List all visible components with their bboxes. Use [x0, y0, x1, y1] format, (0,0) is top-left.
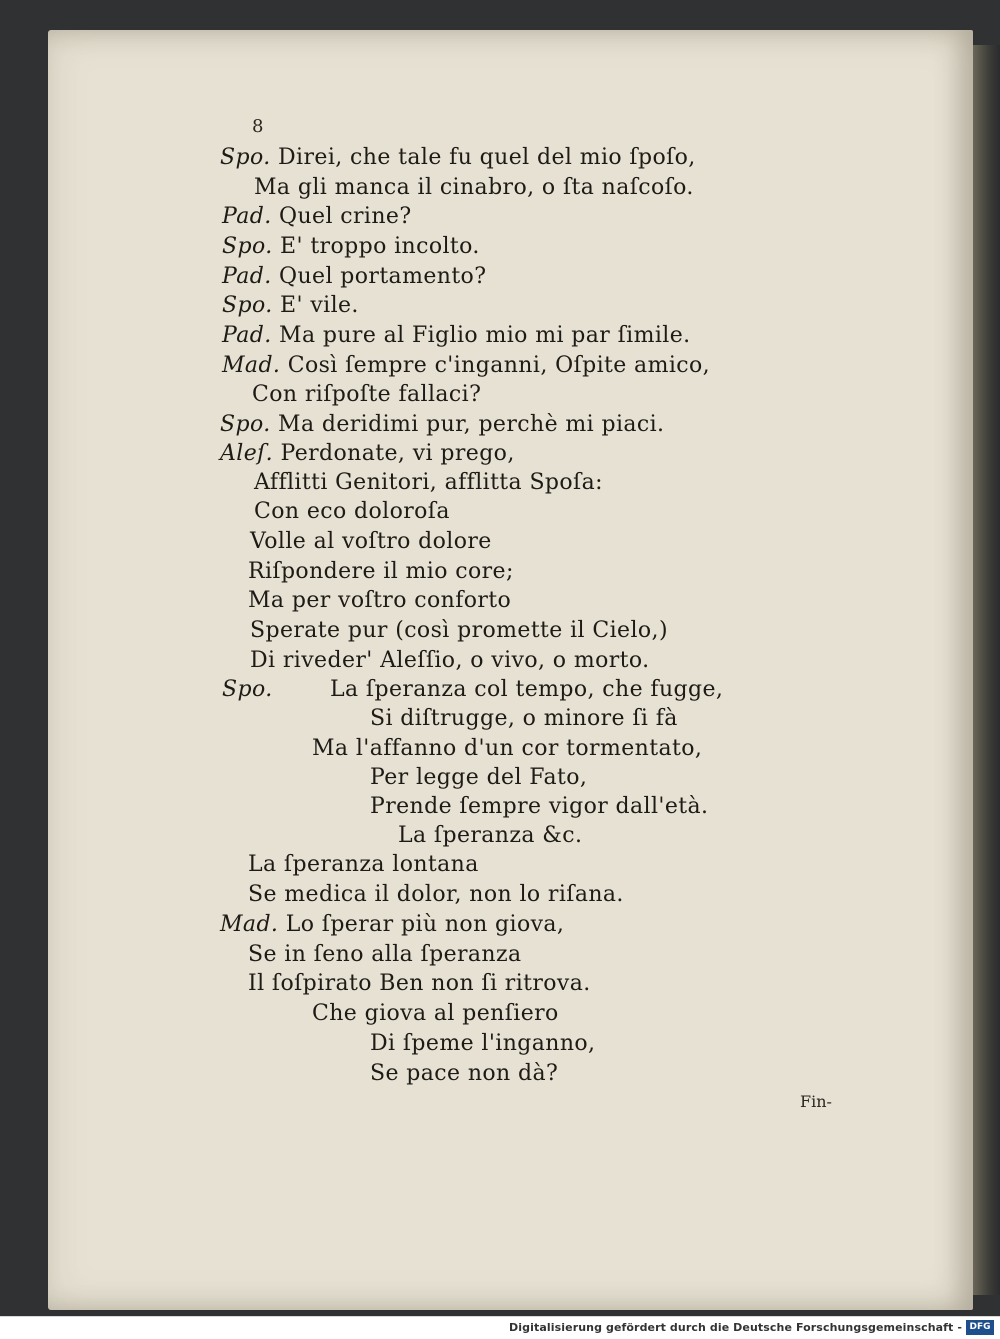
line-text: Quel crine?	[279, 204, 412, 229]
text-line	[250, 618, 668, 644]
text-line	[250, 648, 650, 674]
line-text: La ſperanza col tempo, che fugge,	[330, 677, 724, 702]
line-text: La ſperanza &c.	[398, 823, 583, 848]
text-line	[370, 1031, 595, 1057]
text-line	[312, 736, 702, 762]
line-text: Se in ſeno alla ſperanza	[248, 942, 522, 967]
speaker-label: Pad.	[222, 264, 272, 289]
text-line	[222, 234, 480, 260]
line-text: Ma per voſtro conforto	[248, 588, 512, 613]
footer-text: Digitalisierung gefördert durch die Deutsche Forschungsgemeinschaft -	[509, 1321, 962, 1334]
line-text: Perdonate, vi prego,	[280, 441, 515, 466]
speaker-label: Spo.	[220, 145, 271, 170]
text-line	[220, 412, 664, 438]
text-line	[220, 912, 564, 938]
text-line	[220, 441, 515, 467]
line-text: Sperate pur (così promette il Cielo,)	[250, 618, 668, 643]
text-line	[222, 323, 691, 349]
text-line	[248, 971, 591, 997]
speaker-label: Spo.	[220, 412, 271, 437]
catchword: Fin-	[800, 1092, 832, 1111]
text-line	[248, 882, 624, 908]
text-line	[254, 175, 694, 201]
line-text: Lo ſperar più non giova,	[285, 912, 565, 937]
speaker-label: Pad.	[222, 323, 272, 348]
dfg-logo-icon: DFG	[966, 1320, 994, 1335]
line-text: Così ſempre c'inganni, Oſpite amico,	[287, 353, 711, 378]
text-line	[222, 293, 359, 319]
speaker-label: Mad.	[220, 912, 279, 937]
speaker-label: Aleſ.	[220, 441, 274, 466]
text-line	[222, 204, 412, 230]
text-line	[254, 499, 450, 525]
line-text: Riſpondere il mio core;	[248, 559, 514, 584]
text-line	[312, 1001, 559, 1027]
line-text: Quel portamento?	[279, 264, 487, 289]
speaker-label: Pad.	[222, 204, 272, 229]
line-text: Prende ſempre vigor dall'età.	[370, 794, 709, 819]
page-number: 8	[252, 116, 264, 137]
text-line	[254, 470, 603, 496]
line-text: E' troppo incolto.	[280, 234, 480, 259]
text-line	[252, 382, 481, 408]
line-text: Con riſpoſte fallaci?	[252, 382, 482, 407]
speaker-label: Spo.	[222, 234, 273, 259]
text-line	[370, 706, 678, 732]
line-text: La ſperanza lontana	[248, 852, 479, 877]
text-line	[370, 1061, 558, 1087]
line-text: Afflitti Genitori, afflitta Spoſa:	[254, 470, 603, 495]
text-line	[370, 765, 587, 791]
line-text: Il ſoſpirato Ben non ſi ritrova.	[248, 971, 591, 996]
line-text: Ma deridimi pur, perchè mi piaci.	[278, 412, 665, 437]
line-text: Se pace non dà?	[370, 1061, 559, 1086]
line-text: Ma gli manca il cinabro, o ſta naſcoſo.	[254, 175, 694, 200]
line-text: Direi, che tale fu quel del mio ſpoſo,	[278, 145, 696, 170]
line-text: Per legge del Fato,	[370, 765, 588, 790]
line-text: Ma l'affanno d'un cor tormentato,	[312, 736, 703, 761]
text-line	[222, 677, 723, 703]
text-line	[370, 794, 708, 820]
line-text: Volle al voſtro dolore	[250, 529, 492, 554]
text-line	[250, 529, 492, 555]
text-line	[222, 264, 486, 290]
footer-bar	[0, 1316, 1000, 1339]
text-line	[248, 588, 511, 614]
text-line	[220, 145, 696, 171]
text-line	[248, 559, 514, 585]
line-text: Se medica il dolor, non lo riſana.	[248, 882, 624, 907]
text-line	[222, 353, 710, 379]
text-line	[248, 852, 479, 878]
line-text: Di riveder' Aleſſio, o vivo, o morto.	[250, 648, 650, 673]
line-text: Che giova al penſiero	[312, 1001, 559, 1026]
speaker-label: Spo.	[222, 677, 273, 702]
line-text: E' vile.	[280, 293, 359, 318]
line-text: Si diſtrugge, o minore ſi fà	[370, 706, 678, 731]
text-line	[248, 942, 522, 968]
speaker-label: Spo.	[222, 293, 273, 318]
text-line	[398, 823, 582, 849]
line-text: Ma pure al Figlio mio mi par ſimile.	[279, 323, 691, 348]
line-text: Con eco doloroſa	[254, 499, 450, 524]
line-text: Di ſpeme l'inganno,	[370, 1031, 596, 1056]
book-spine	[973, 45, 1000, 1295]
speaker-label: Mad.	[222, 353, 281, 378]
